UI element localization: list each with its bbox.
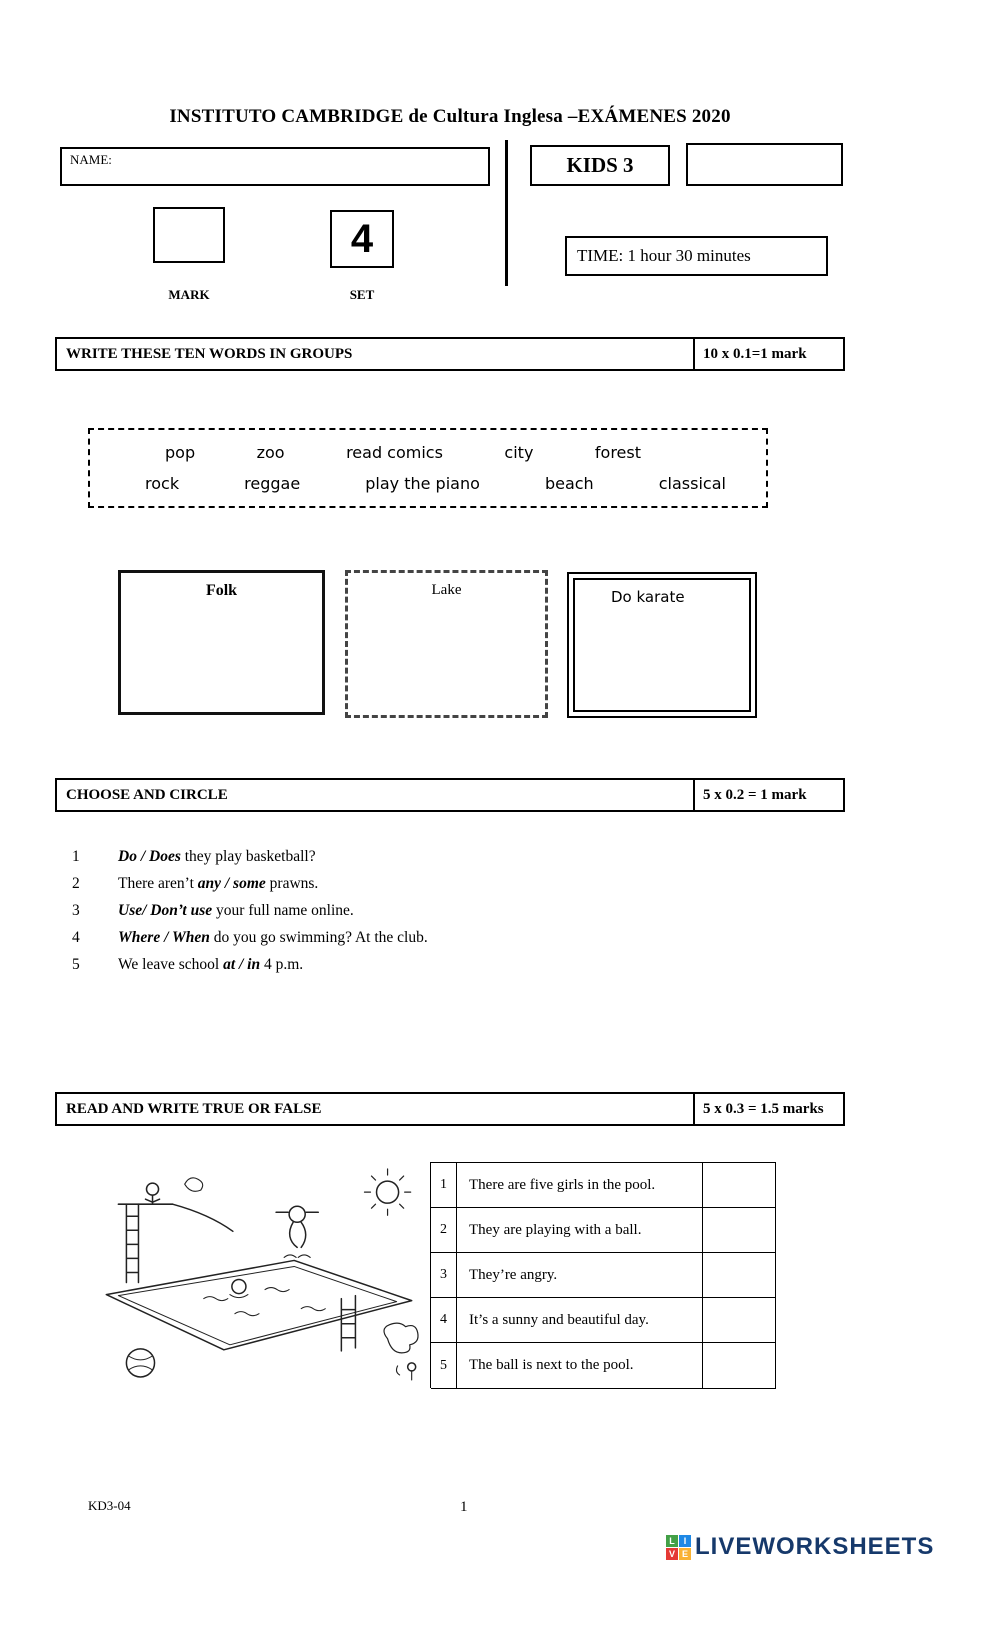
circle-item <box>72 902 772 920</box>
word-item[interactable]: zoo <box>256 442 285 462</box>
item-number: 1 <box>72 848 80 865</box>
group-box-do-karate[interactable] <box>567 572 757 718</box>
answer-cell[interactable] <box>703 1343 776 1389</box>
section-marks: 5 x 0.3 = 1.5 marks <box>693 1094 843 1124</box>
mark-box[interactable] <box>153 207 225 263</box>
row-statement: They are playing with a ball. <box>457 1208 703 1253</box>
item-text: We leave school at / in 4 p.m. <box>118 956 304 973</box>
row-statement: They’re angry. <box>457 1253 703 1298</box>
choice-options[interactable]: Use/ Don’t use <box>118 902 213 919</box>
page-title: INSTITUTO CAMBRIDGE de Cultura Inglesa –EXÁMENES 2020 <box>169 106 731 127</box>
row-number: 1 <box>431 1163 457 1208</box>
header-divider <box>505 140 508 286</box>
table-row <box>431 1253 776 1298</box>
logo-square: L <box>666 1535 678 1547</box>
group-box-folk[interactable] <box>118 570 325 715</box>
word-item[interactable]: play the piano <box>365 474 480 494</box>
time-label: TIME: 1 hour 30 minutes <box>577 246 751 265</box>
group-box-label: Folk <box>205 582 238 599</box>
circle-item <box>72 956 772 974</box>
true-false-exercise <box>88 1162 776 1388</box>
item-number: 2 <box>72 875 80 892</box>
section-header-truefalse <box>55 1092 845 1126</box>
row-statement: There are five girls in the pool. <box>457 1163 703 1208</box>
logo-square: I <box>679 1535 691 1547</box>
word-item[interactable]: forest <box>594 442 641 462</box>
page-number: 1 <box>460 1499 468 1515</box>
table-row <box>431 1208 776 1253</box>
footer-code: KD3-04 <box>88 1498 131 1513</box>
section-title: READ AND WRITE TRUE OR FALSE <box>66 1100 322 1117</box>
answer-cell[interactable] <box>703 1163 776 1208</box>
row-number: 4 <box>431 1298 457 1343</box>
time-box <box>565 236 828 276</box>
row-number: 5 <box>431 1343 457 1389</box>
item-text: Where / When do you go swimming? At the club. <box>118 929 428 946</box>
item-number: 5 <box>72 956 80 973</box>
word-bank <box>88 428 768 508</box>
set-value: 4 <box>350 216 374 261</box>
row-number: 3 <box>431 1253 457 1298</box>
section-header-circle <box>55 778 845 812</box>
liveworksheets-logo[interactable] <box>666 1533 934 1561</box>
item-text: Do / Does they play basketball? <box>118 848 316 865</box>
liveworksheets-icon <box>666 1535 691 1560</box>
logo-square: V <box>666 1548 678 1560</box>
section-title: CHOOSE AND CIRCLE <box>66 786 228 803</box>
item-text: There aren’t any / some prawns. <box>118 875 319 892</box>
word-item[interactable]: rock <box>145 474 180 494</box>
choose-circle-list <box>72 848 772 983</box>
name-label: NAME: <box>70 152 112 167</box>
level-badge <box>530 145 670 186</box>
word-bank-row <box>90 474 766 493</box>
row-statement: It’s a sunny and beautiful day. <box>457 1298 703 1343</box>
group-box-lake[interactable] <box>345 570 548 718</box>
pool-scene-illustration <box>88 1162 430 1388</box>
level-label: KIDS 3 <box>566 153 634 177</box>
section-marks: 5 x 0.2 = 1 mark <box>693 780 843 810</box>
item-text: Use/ Don’t use your full name online. <box>118 902 354 919</box>
table-row <box>431 1298 776 1343</box>
liveworksheets-wordmark: LIVEWORKSHEETS <box>695 1533 935 1560</box>
logo-square: E <box>679 1548 691 1560</box>
word-item[interactable]: classical <box>658 474 726 494</box>
row-statement: The ball is next to the pool. <box>457 1343 703 1389</box>
item-number: 3 <box>72 902 80 919</box>
section-header-groups <box>55 337 845 371</box>
choice-options[interactable]: Do / Does <box>118 848 181 865</box>
circle-item <box>72 875 772 893</box>
word-item[interactable]: beach <box>544 474 594 494</box>
word-bank-row <box>90 443 766 462</box>
word-item[interactable]: read comics <box>346 442 443 462</box>
score-box[interactable] <box>686 143 843 186</box>
word-item[interactable]: pop <box>165 442 196 462</box>
set-label: SET <box>349 287 375 302</box>
answer-cell[interactable] <box>703 1253 776 1298</box>
answer-cell[interactable] <box>703 1298 776 1343</box>
name-field[interactable] <box>60 147 490 186</box>
section-title: WRITE THESE TEN WORDS IN GROUPS <box>66 345 353 362</box>
word-item[interactable]: city <box>504 442 534 462</box>
group-box-inner-border <box>573 578 751 712</box>
item-number: 4 <box>72 929 80 946</box>
answer-cell[interactable] <box>703 1208 776 1253</box>
table-row <box>431 1343 776 1389</box>
choice-options[interactable]: at / in <box>223 956 261 973</box>
true-false-table <box>430 1162 776 1388</box>
group-box-label: Do karate <box>611 588 685 606</box>
choice-options[interactable]: Where / When <box>118 929 210 946</box>
circle-item <box>72 848 772 866</box>
circle-item <box>72 929 772 947</box>
set-box <box>330 210 394 268</box>
mark-label: MARK <box>168 287 210 302</box>
choice-options[interactable]: any / some <box>197 875 266 892</box>
word-item[interactable]: reggae <box>244 474 301 494</box>
row-number: 2 <box>431 1208 457 1253</box>
section-marks: 10 x 0.1=1 mark <box>693 339 843 369</box>
table-row <box>431 1163 776 1208</box>
group-box-label: Lake <box>431 582 462 598</box>
